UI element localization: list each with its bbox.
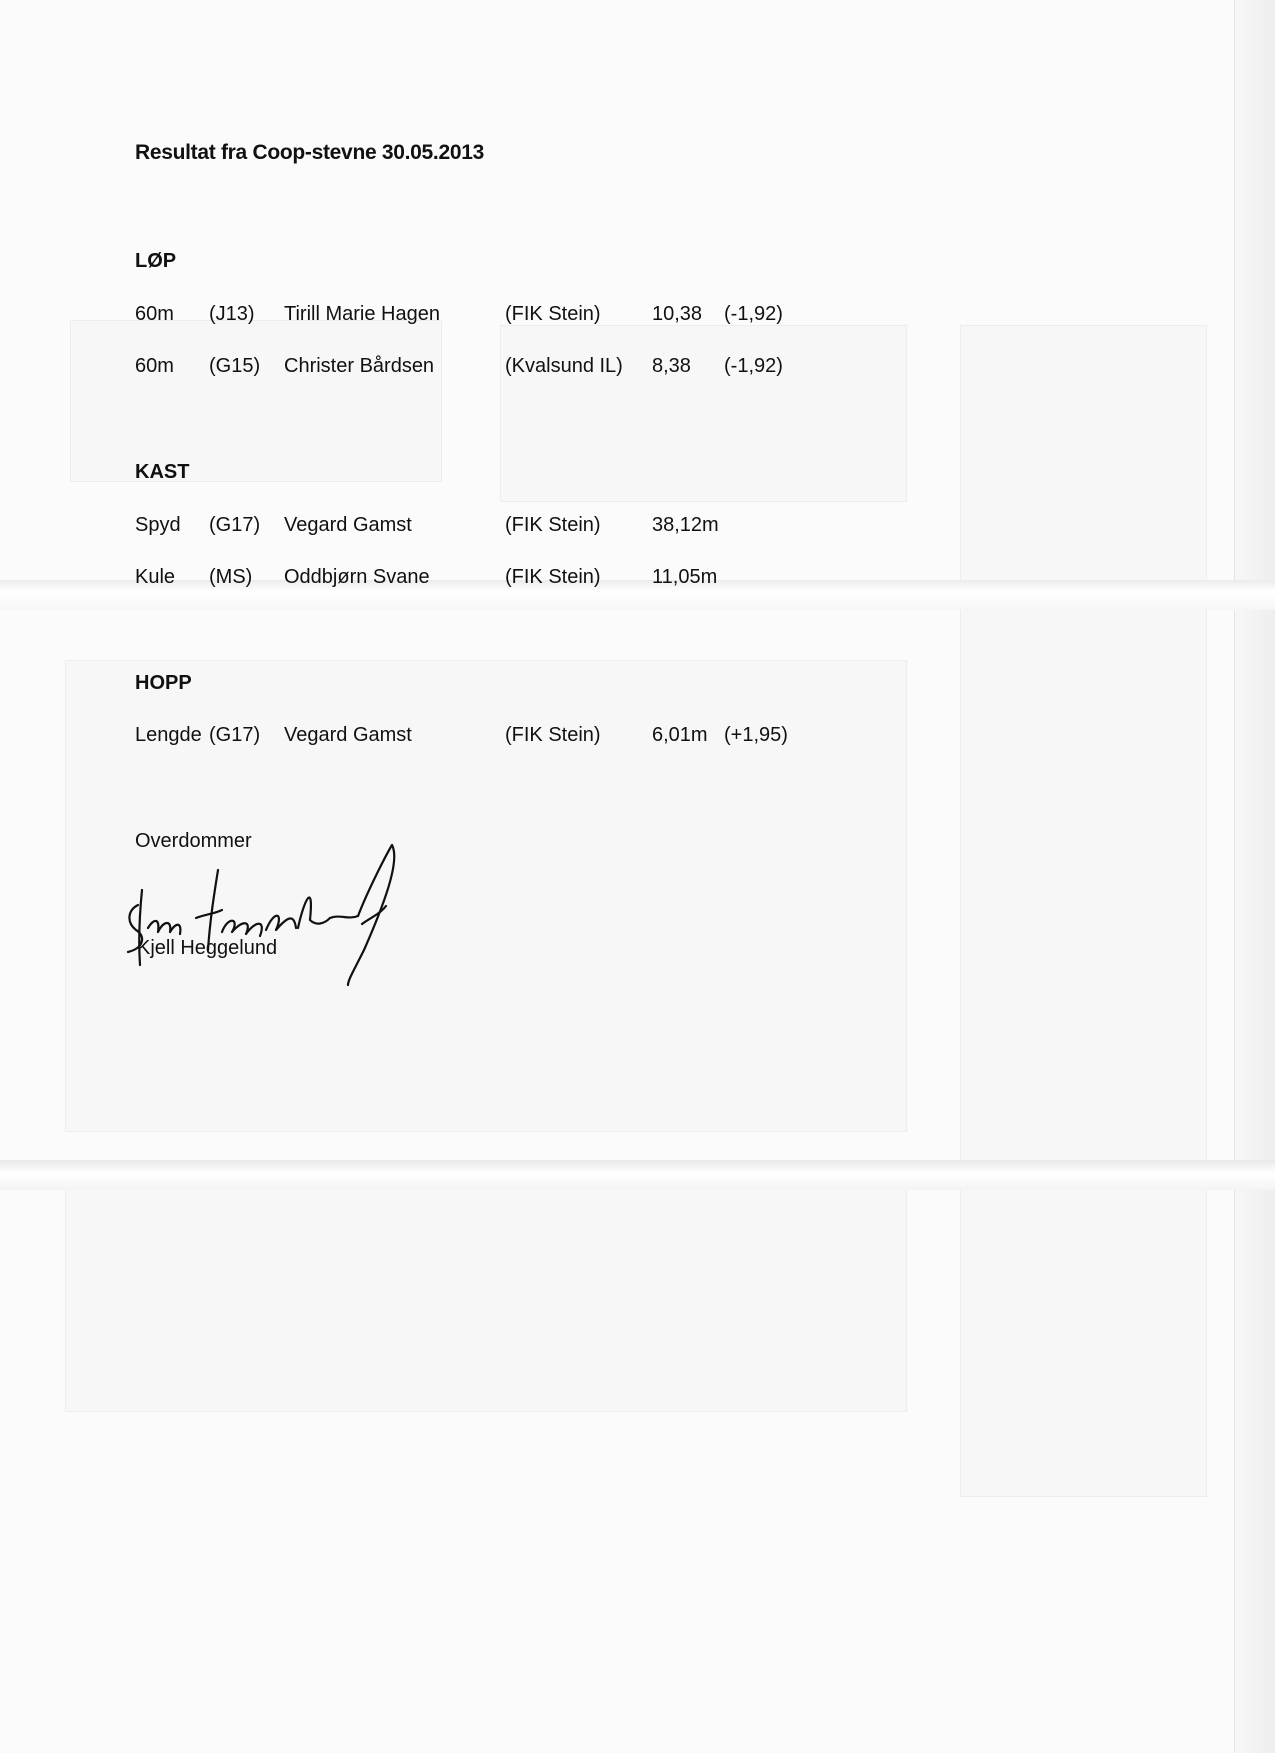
handwritten-signature: [118, 840, 408, 990]
result-cell: 6,01m: [652, 724, 708, 746]
class-cell: (J13): [209, 303, 255, 325]
event-cell: Spyd: [135, 514, 181, 536]
bleed-through-box: [70, 320, 442, 482]
referee-label: Overdommer: [135, 830, 252, 852]
document-title: Resultat fra Coop-stevne 30.05.2013: [135, 141, 484, 164]
club-cell: (FIK Stein): [505, 566, 601, 588]
class-cell: (G15): [209, 355, 261, 377]
club-cell: (FIK Stein): [505, 303, 601, 325]
wind-cell: (-1,92): [724, 303, 783, 325]
bleed-through-box: [960, 325, 1207, 1497]
athlete-name-cell: Christer Bårdsen: [284, 355, 435, 377]
bleed-through-box: [500, 325, 907, 502]
result-cell: 8,38: [652, 355, 691, 377]
class-cell: (G17): [209, 514, 261, 536]
fold-crease: [0, 1160, 1275, 1190]
athlete-name-cell: Tirill Marie Hagen: [284, 303, 440, 325]
event-cell: Lengde: [135, 724, 202, 746]
page-edge-shadow: [1234, 0, 1275, 1753]
club-cell: (Kvalsund IL): [505, 355, 623, 377]
event-cell: Kule: [135, 566, 176, 588]
result-cell: 10,38: [652, 303, 703, 325]
wind-cell: (-1,92): [724, 355, 783, 377]
club-cell: (FIK Stein): [505, 724, 601, 746]
fold-crease: [0, 580, 1275, 610]
event-cell: 60m: [135, 303, 174, 325]
athlete-name-cell: Vegard Gamst: [284, 724, 412, 746]
bleed-through-box: [65, 1180, 907, 1412]
result-cell: 11,05m: [652, 566, 718, 588]
event-cell: 60m: [135, 355, 174, 377]
referee-name: Kjell Heggelund: [137, 937, 278, 959]
wind-cell: (+1,95): [724, 724, 788, 746]
result-cell: 38,12m: [652, 514, 719, 536]
athlete-name-cell: Vegard Gamst: [284, 514, 412, 536]
section-heading-kast: KAST: [135, 461, 190, 483]
section-heading-lop: LØP: [135, 250, 177, 272]
club-cell: (FIK Stein): [505, 514, 601, 536]
athlete-name-cell: Oddbjørn Svane: [284, 566, 430, 588]
class-cell: (G17): [209, 724, 261, 746]
class-cell: (MS): [209, 566, 253, 588]
section-heading-hopp: HOPP: [135, 672, 192, 694]
